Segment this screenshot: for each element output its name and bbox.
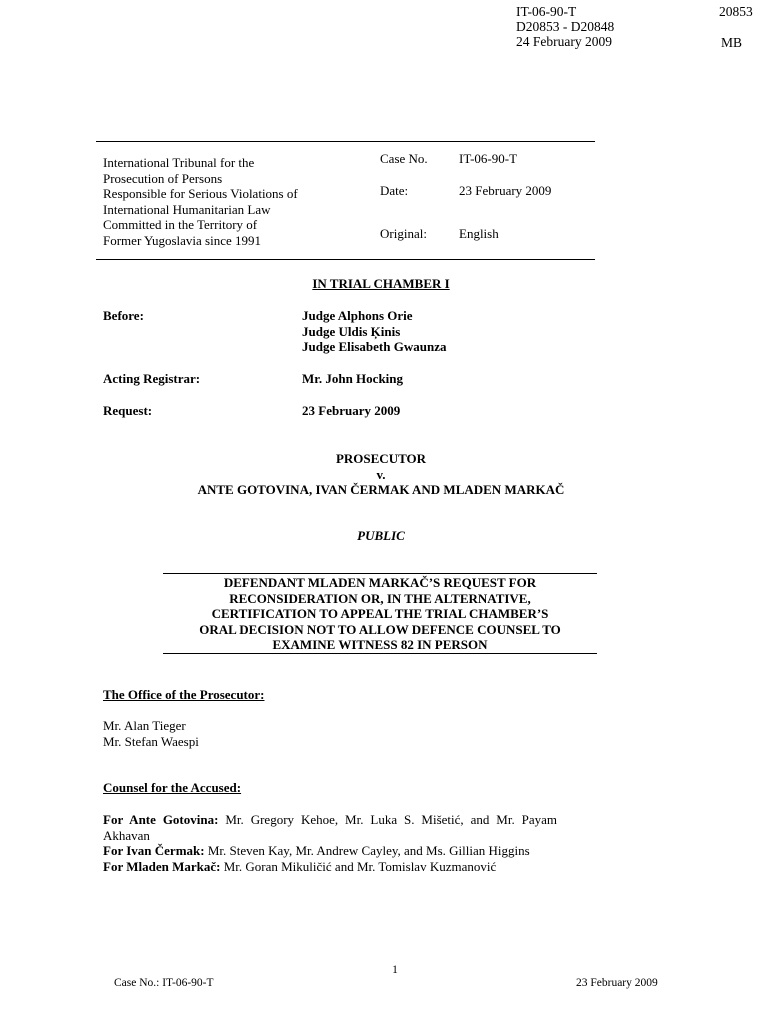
stamp-number: 20853 — [719, 4, 753, 19]
header-top-rule — [96, 141, 595, 142]
accused-names: ANTE GOTOVINA, IVAN ČERMAK AND MLADEN MARKAČ — [197, 482, 565, 497]
case-label: Case No. — [380, 151, 428, 166]
prosecutor-name: Mr. Stefan Waespi — [103, 733, 199, 749]
footer-case-number: Case No.: IT-06-90-T — [114, 977, 214, 989]
prosecutor-label: PROSECUTOR — [335, 451, 427, 466]
registry-stamp — [516, 4, 614, 49]
stamp-initials: MB — [721, 35, 743, 50]
defence-entry-text: Mr. Gregory Kehoe, Mr. Luka S. Mišetić, and Mr. Payam Akhavan — [103, 812, 557, 843]
parties-caption — [96, 451, 666, 498]
judges-list — [302, 308, 446, 355]
original-label: Original: — [380, 226, 427, 241]
prosecution-heading: The Office of the Prosecutor: — [103, 687, 265, 702]
judge-name: Judge Alphons Orie — [302, 308, 413, 323]
title-line: DEFENDANT MLADEN MARKAČ’S REQUEST FOR — [223, 575, 537, 590]
title-bottom-rule — [163, 653, 597, 654]
tribunal-line: Responsible for Serious Violations of — [103, 186, 298, 201]
defence-entry-label: For Ante Gotovina: — [103, 812, 219, 827]
judge-name: Judge Uldis Ķinis — [302, 323, 401, 339]
request-label: Request: — [103, 403, 153, 418]
tribunal-line: Prosecution of Persons — [103, 170, 223, 186]
registrar-label: Acting Registrar: — [103, 371, 201, 386]
header-bottom-rule — [96, 259, 595, 260]
prosecutor-name: Mr. Alan Tieger — [103, 718, 186, 733]
defence-entry — [103, 859, 557, 875]
chamber-heading: IN TRIAL CHAMBER I — [312, 276, 450, 291]
document-title — [163, 575, 597, 653]
footer-date: 23 February 2009 — [576, 977, 658, 989]
tribunal-name — [103, 155, 363, 248]
defence-entry — [103, 843, 557, 859]
title-line: ORAL DECISION NOT TO ALLOW DEFENCE COUNSEL TO — [199, 621, 561, 637]
defence-entry-text: Mr. Goran Mikuličić and Mr. Tomislav Kuzmanović — [220, 858, 497, 874]
title-top-rule — [163, 573, 597, 574]
tribunal-line: Former Yugoslavia since 1991 — [103, 232, 262, 248]
classification: PUBLIC — [357, 528, 405, 543]
defence-heading: Counsel for the Accused: — [103, 780, 242, 795]
title-line: EXAMINE WITNESS 82 IN PERSON — [272, 637, 488, 652]
date-value: 23 February 2009 — [459, 183, 552, 198]
title-line: RECONSIDERATION OR, IN THE ALTERNATIVE, — [229, 590, 531, 606]
prosecution-names — [103, 718, 199, 749]
stamp-line: IT-06-90-T — [516, 4, 577, 19]
request-value: 23 February 2009 — [302, 403, 401, 418]
judge-name: Judge Elisabeth Gwaunza — [302, 339, 447, 354]
versus-label: v. — [376, 466, 386, 482]
defence-entry-label: For Mladen Markač: — [103, 858, 221, 874]
defence-counsel-list — [103, 812, 557, 874]
title-line: CERTIFICATION TO APPEAL THE TRIAL CHAMBER’S — [211, 606, 549, 621]
stamp-line: D20853 - D20848 — [516, 19, 615, 34]
date-label: Date: — [380, 183, 409, 198]
tribunal-line: Committed in the Territory of — [103, 217, 258, 232]
defence-entry — [103, 812, 557, 843]
defence-entry-text: Mr. Steven Kay, Mr. Andrew Cayley, and Ms. Gillian Higgins — [204, 843, 530, 858]
registrar-value: Mr. John Hocking — [302, 371, 404, 386]
before-label: Before: — [103, 308, 144, 323]
case-value: IT-06-90-T — [459, 151, 518, 166]
tribunal-line: International Humanitarian Law — [103, 201, 271, 217]
tribunal-line: International Tribunal for the — [103, 155, 255, 170]
stamp-line: 24 February 2009 — [516, 34, 612, 49]
defence-entry-label: For Ivan Čermak: — [103, 843, 205, 858]
original-value: English — [459, 226, 499, 241]
page-number: 1 — [392, 964, 398, 976]
